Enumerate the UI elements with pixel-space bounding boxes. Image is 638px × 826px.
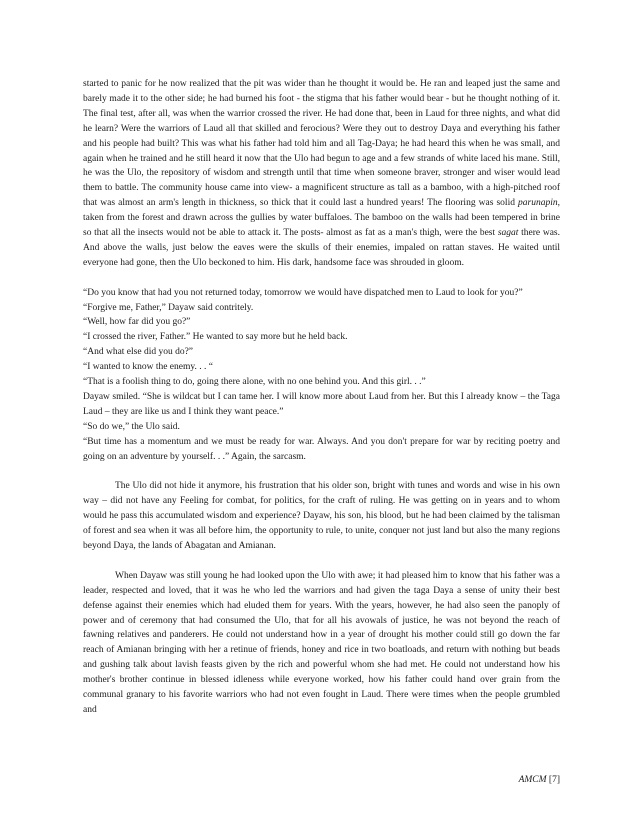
dialogue-line: “So do we,” the Ulo said. — [83, 421, 180, 432]
footer-label: AMCM — [518, 775, 547, 785]
paragraph-1: started to panic for he now realized that the pit was wider than he thought it would be. He ran and leaped just the same and barely made it to the other side; he had burned his foot - the stigma that his father would bear - but he thought nothing of it. The final test, after all, was when the warrior crossed the river. He had done that, been in Laud for three nights, and what did he learn? Were the warriors of Laud all that skilled and ferocious? Were they out to destroy Daya and everything his father and his people had built? This was what his father had told him and all Tag-Daya; he had heard this when he was small, and again when he trained and he still heard it now that the Ulo had begun to age and a few strands of white laced his mane. Still, he was the Ulo, the repository of wisdom and strength until that time when someone braver, stronger and wiser would lead them to battle. The community house came into view- a magnificent structure as tall as a bamboo, with a high-pitched roof that was almost an arm's length in thickness, so thick that it could last a hundred years! The flooring was solid parunapin, taken from the forest and drawn across the gullies by water buffaloes. The bamboo on the walls had been tempered in brine so that all the insects would not be able to attack it. The posts- almost as fat as a man's thigh, were the best sagat there was. And above the walls, just below the eaves were the skulls of their enemies, impaled on rattan staves. He waited until everyone had gone, then the Ulo beckoned to him. His dark, handsome face was shrouded in gloom. — [83, 79, 560, 268]
dialogue-line: “Forgive me, Father,” Dayaw said contritely. — [83, 302, 254, 313]
paragraph-gap — [83, 554, 560, 569]
dialogue-line: “Do you know that had you not returned today, tomorrow we would have dispatched men to Laud to look for you?” — [83, 287, 523, 298]
dialogue-line: “I crossed the river, Father.” He wanted to say more but he held back. — [83, 332, 348, 343]
paragraph-2: The Ulo did not hide it anymore, his frustration that his older son, bright with tunes and words and wise in his own way – did not have any Feeling for combat, for politics, for the craft of ruling. He was getting on in years and to whom would he pass this accumulated wisdom and experience? Dayaw, his son, his blood, but he had been claimed by the talisman of forest and sea when it was all before him, the opportunity to rule, to unite, conquer not just land but also the many regions beyond Daya, the lands of Abagatan and Amianan. — [83, 481, 560, 552]
page-number: [7] — [548, 775, 560, 785]
italic-word-sagat: sagat — [497, 228, 519, 239]
dialogue-line: “That is a foolish thing to do, going there alone, with no one behind you. And this girl. . .” — [83, 377, 426, 388]
dialogue-line: Dayaw smiled. “She is wildcat but I can tame her. I will know more about Laud from her. But this I already know – the Taga Laud – they are like us and I think they want peace.” — [83, 392, 560, 417]
dialogue-block — [83, 286, 560, 465]
dialogue-line: “And what else did you do?” — [83, 347, 194, 358]
paragraph-gap — [83, 271, 560, 286]
page-footer — [519, 775, 560, 785]
paragraph-gap — [83, 465, 560, 480]
page-body — [83, 77, 560, 718]
dialogue-line: “I wanted to know the enemy. . . “ — [83, 362, 213, 373]
paragraph-3: When Dayaw was still young he had looked upon the Ulo with awe; it had pleased him to know that his father was a leader, respected and loved, that it was he who led the warriors and had given the taga Daya a sense of unity their best defense against their enemies which had eluded them for years. With the years, however, he had also seen the panoply of power and of ceremony that had consumed the Ulo, that for all his avowals of justice, he was not beyond the reach of fawning relatives and panderers. He could not understand how in a year of drought his mother could still go down the far reach of Amianan bringing with her a retinue of friends, honey and rice in two boatloads, and return with nothing but beads and gushing talk about lavish feasts given by the rich and powerful whom she had met. He could not understand how his mother's brother continue in blessed idleness while everyone worked, how his father could hand over grain from the communal granary to his favorite warriors who had not even fought in Laud. There were times when the people grumbled and — [83, 570, 560, 716]
dialogue-line: “Well, how far did you go?” — [83, 317, 191, 328]
dialogue-line: “But time has a momentum and we must be ready for war. Always. And you don't prepare for war by reciting poetry and going on an adventure by yourself. . .” Again, the sarcasm. — [83, 436, 560, 462]
italic-word-parunapin: parunapin — [518, 198, 558, 209]
